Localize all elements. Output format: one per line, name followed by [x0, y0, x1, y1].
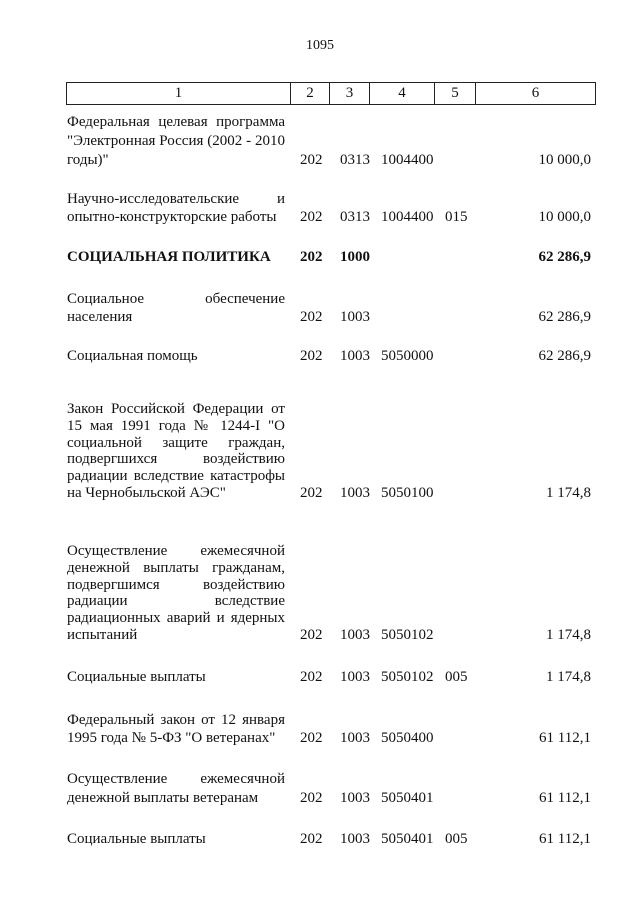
description-line: 15 мая 1991 года № 1244-I "О	[67, 417, 285, 434]
cell-col-6: 10 000,0	[538, 152, 591, 168]
description-line: населения	[67, 309, 133, 325]
description-line: подвергшимся воздействию	[67, 576, 285, 593]
description-line: опытно-конструкторские работы	[67, 209, 277, 225]
cell-col-6: 1 174,8	[546, 626, 591, 643]
cell-col-3: 1003	[340, 626, 370, 643]
cell-col-6: 10 000,0	[538, 209, 591, 225]
row-description	[67, 190, 285, 226]
description-line: испытаний	[67, 626, 138, 643]
row-description	[67, 401, 285, 502]
description-line: Осуществление ежемесячной	[67, 771, 285, 787]
cell-col-6: 62 286,9	[538, 249, 591, 265]
cell-col-4: 1004400	[381, 209, 434, 225]
description-line: радиации вследствие катастрофы	[67, 468, 285, 485]
header-col-6: 6	[531, 85, 540, 101]
header-col-3: 3	[330, 83, 370, 104]
description-line: подвергшихся воздействию	[67, 451, 285, 468]
table-row	[67, 113, 591, 170]
cell-col-4: 5050000	[381, 348, 434, 364]
cell-col-4: 5050102	[381, 626, 434, 643]
cell-col-2: 202	[300, 669, 323, 685]
description-line: Социальные выплаты	[67, 669, 206, 685]
cell-col-2: 202	[300, 209, 323, 225]
row-description	[67, 248, 285, 267]
table-row	[67, 347, 591, 366]
row-description	[67, 290, 285, 326]
cell-col-6: 61 112,1	[539, 730, 591, 746]
cell-col-3: 1003	[340, 348, 370, 364]
description-line: "Электронная Россия (2002 - 2010	[67, 133, 285, 149]
header-col-1: 1	[67, 83, 291, 104]
cell-col-6: 62 286,9	[538, 348, 591, 364]
description-line: денежной выплаты ветеранам	[67, 790, 259, 806]
cell-col-6: 1 174,8	[546, 484, 591, 501]
cell-col-4: 5050401	[381, 831, 434, 847]
description-line: социальной защите граждан,	[67, 434, 285, 451]
cell-col-3: 1003	[340, 730, 370, 746]
cell-col-6: 61 112,1	[539, 790, 591, 806]
description-line: Социальная помощь	[67, 348, 198, 364]
page-number: 1095	[306, 38, 334, 53]
cell-col-5: 015	[445, 209, 468, 225]
row-description	[67, 543, 285, 644]
table-row	[67, 543, 591, 644]
description-line: СОЦИАЛЬНАЯ ПОЛИТИКА	[67, 249, 271, 265]
header-col-2: 2	[291, 83, 330, 104]
table-row	[67, 711, 591, 747]
description-line: годы)"	[67, 152, 109, 168]
row-description	[67, 668, 285, 687]
cell-col-3: 0313	[340, 152, 370, 168]
cell-col-4: 1004400	[381, 152, 434, 168]
row-description	[67, 770, 285, 808]
row-description	[67, 347, 285, 366]
cell-col-6: 61 112,1	[539, 831, 591, 847]
table-row	[67, 290, 591, 326]
cell-col-2: 202	[300, 831, 323, 847]
table-row	[67, 401, 591, 502]
cell-col-4: 5050102	[381, 669, 434, 685]
cell-col-6: 1 174,8	[546, 669, 591, 685]
table-row	[67, 190, 591, 226]
cell-col-4: 5050100	[381, 484, 434, 501]
cell-col-3: 1003	[340, 831, 370, 847]
cell-col-5: 005	[445, 669, 468, 685]
row-description	[67, 113, 285, 170]
description-line: денежной выплаты гражданам,	[67, 559, 285, 576]
cell-col-3: 1003	[340, 669, 370, 685]
description-line: 1995 года № 5-ФЗ "О ветеранах"	[67, 730, 276, 746]
table-header	[66, 82, 596, 105]
header-col-4: 4	[370, 83, 435, 104]
description-line: Социальное обеспечение	[67, 291, 285, 307]
cell-col-3: 1003	[340, 790, 370, 806]
cell-col-2: 202	[300, 249, 323, 265]
cell-col-2: 202	[300, 626, 323, 643]
cell-col-2: 202	[300, 730, 323, 746]
description-line: радиационных аварий и ядерных	[67, 610, 285, 627]
description-line: Федеральный закон от 12 января	[67, 712, 285, 728]
row-description	[67, 830, 285, 849]
cell-col-2: 202	[300, 309, 323, 325]
cell-col-3: 0313	[340, 209, 370, 225]
cell-col-4: 5050401	[381, 790, 434, 806]
description-line: Федеральная целевая программа	[67, 114, 285, 130]
cell-col-2: 202	[300, 152, 323, 168]
table-row	[67, 830, 591, 849]
description-line: Социальные выплаты	[67, 831, 206, 847]
cell-col-2: 202	[300, 790, 323, 806]
description-line: Осуществление ежемесячной	[67, 543, 285, 559]
description-line: Закон Российской Федерации от	[67, 401, 285, 417]
cell-col-6: 62 286,9	[538, 309, 591, 325]
table-row	[67, 770, 591, 808]
table-row	[67, 668, 591, 687]
cell-col-3: 1000	[340, 249, 370, 265]
cell-col-4: 5050400	[381, 730, 434, 746]
description-line: на Чернобыльской АЭС"	[67, 484, 226, 501]
description-line: радиации вследствие	[67, 593, 285, 610]
cell-col-2: 202	[300, 484, 323, 501]
cell-col-3: 1003	[340, 484, 370, 501]
cell-col-2: 202	[300, 348, 323, 364]
table-row	[67, 248, 591, 267]
cell-col-3: 1003	[340, 309, 370, 325]
description-line: Научно-исследовательские и	[67, 191, 285, 207]
row-description	[67, 711, 285, 747]
cell-col-5: 005	[445, 831, 468, 847]
header-col-5: 5	[435, 83, 476, 104]
